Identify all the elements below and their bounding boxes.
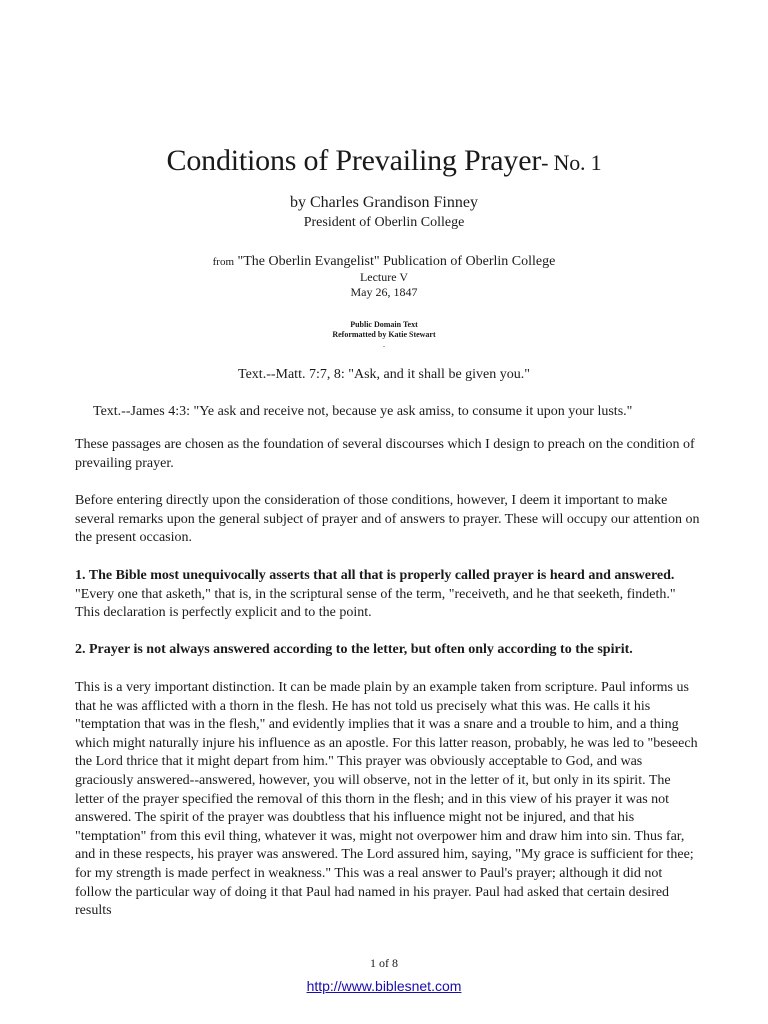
public-domain-note: Public Domain Text [350,320,418,329]
paragraph-point-2: 2. Prayer is not always answered according to the letter, but often only according to the spirit. [75,642,633,657]
source-title: "The Oberlin Evangelist" Publication of Oberlin College [237,254,556,269]
separator-dot: . [383,340,385,349]
paragraph-intro: These passages are chosen as the foundation of several discourses which I design to preach on the condition of prevailing prayer. [75,437,695,471]
scripture-text-1: Text.--Matt. 7:7, 8: "Ask, and it shall be given you." [238,367,530,382]
lecture-number: Lecture V [359,270,409,284]
lecture-date: May 26, 1847 [350,285,418,299]
source-from: from [212,256,235,268]
source-line [0,253,768,271]
paragraph-point-1 [75,567,700,623]
author-byline: by Charles Grandison Finney [290,194,478,211]
footer-link-container [0,977,768,995]
point-1-body: "Every one that asketh," that is, in the scriptural sense of the term, "receiveth, and he that seeketh, findeth." This declaration is perfectly explicit and to the point. [75,586,676,621]
paragraph-distinction: This is a very important distinction. It can be made plain by an example taken from scripture. Paul informs us that he was afflicted with a thorn in the flesh. He has not told us precisely what this was. He calls it his "temptation that was in the flesh," and evidently implies that it was a snare and a trouble to him, and a thing which might naturally injure his influence as an apostle. For this latter reason, probably, he was led to "beseech the Lord thrice that it might depart from him." This prayer was obviously acceptable to God, and was graciously answered--answered, however, you will observe, not in the letter of it, but only in its spirit. The letter of the prayer specified the removal of this thorn in the flesh; and in this view of his prayer it was not answered. The spirit of the prayer was doubtless that his influence might not be injured, and that his "temptation" from this evil thing, whatever it was, might not overpower him and draw him into sin. Thus far, and in these respects, his prayer was answered. The Lord assured him, saying, "My grace is sufficient for thee; for my strength is made perfect in weakness." This was a real answer to Paul's prayer; although it did not follow the particular way of doing it that Paul had named in his prayer. Paul had asked that certain desired results [75,680,698,919]
title-suffix: - No. 1 [541,150,602,175]
paragraph-remarks: Before entering directly upon the consideration of those conditions, however, I deem it important to make several remarks upon the general subject of prayer and of answers to prayer. These will occupy our attention on the present occasion. [75,493,700,546]
document-title [0,143,768,181]
page-number: 1 of 8 [370,956,398,970]
footer-website-link[interactable]: http://www.biblesnet.com [306,978,462,994]
author-affiliation: President of Oberlin College [303,215,465,230]
reformatted-note: Reformatted by Katie Stewart [332,330,436,339]
point-1-heading: 1. The Bible most unequivocally asserts that all that is properly called prayer is heard and answered. [75,568,675,583]
title-main: Conditions of Prevailing Prayer [166,144,542,177]
scripture-text-2: Text.--James 4:3: "Ye ask and receive not, because ye ask amiss, to consume it upon your lusts." [93,404,633,419]
